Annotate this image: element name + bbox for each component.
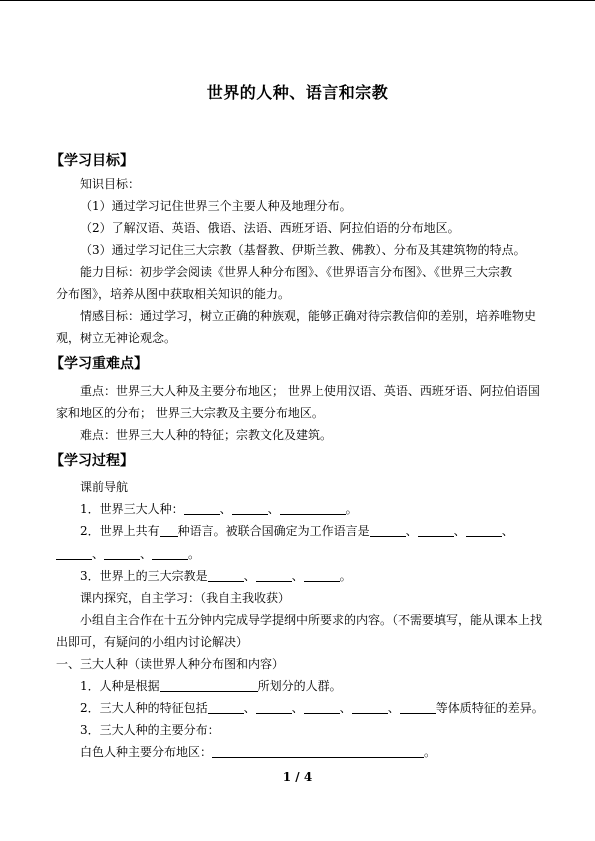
question-1-prefix: 1．世界三大人种：: [80, 502, 184, 516]
item-1-suffix: 所划分的人群。: [257, 679, 342, 693]
answer-blank[interactable]: [304, 569, 340, 582]
period: 。: [339, 569, 352, 583]
part-1-item-2: [80, 701, 544, 715]
question-3: [80, 569, 352, 583]
emotion-goal-line-1: 情感目标：通过学习，树立正确的种族观，能够正确对待宗教信仰的差别，培养唯物史: [80, 309, 537, 323]
key-point-line-2: 家和地区的分布； 世界三大宗教及主要分布地区。: [56, 406, 324, 420]
page-number: 1 / 4: [282, 770, 313, 784]
separator: 、: [387, 701, 400, 715]
key-point-line-1: 重点：世界三大人种及主要分布地区； 世界上使用汉语、英语、西班牙语、阿拉伯语国: [80, 384, 540, 398]
white-race-distribution: [80, 745, 436, 759]
knowledge-item-1: （1）通过学习记住世界三个主要人种及地理分布。: [80, 199, 352, 213]
knowledge-label: 知识目标：: [80, 177, 141, 191]
period: 。: [188, 547, 201, 561]
section-heading-process: 【学习过程】: [50, 453, 134, 469]
answer-blank[interactable]: [160, 679, 258, 692]
separator: 、: [92, 547, 105, 561]
answer-blank[interactable]: [418, 524, 454, 537]
section-heading-key-points: 【学习重难点】: [50, 356, 148, 372]
answer-blank[interactable]: [208, 701, 244, 714]
answer-blank[interactable]: [352, 701, 388, 714]
separator: 、: [453, 524, 466, 538]
preview-label: 课前导航: [80, 480, 129, 494]
question-2-prefix: 2．世界上共有: [80, 524, 160, 538]
answer-blank[interactable]: [304, 701, 340, 714]
inclass-inquiry: 课内探究，自主学习：（我自主我收获）: [80, 591, 291, 605]
group-work-line-2: 出即可，有疑问的小组内讨论解决）: [56, 635, 249, 649]
ability-goal-line-1: 能力目标：初步学会阅读《世界人种分布图》、《世界语言分布图》、《世界三大宗教: [80, 265, 513, 279]
answer-blank[interactable]: [104, 547, 140, 560]
answer-blank[interactable]: [208, 569, 244, 582]
answer-blank[interactable]: [232, 502, 268, 515]
document-title: 世界的人种、语言和宗教: [206, 83, 389, 102]
answer-blank[interactable]: [370, 524, 406, 537]
answer-blank[interactable]: [280, 502, 346, 515]
answer-blank[interactable]: [56, 547, 92, 560]
answer-blank[interactable]: [400, 701, 436, 714]
question-3-prefix: 3．世界上的三大宗教是: [80, 569, 208, 583]
period: 。: [424, 745, 437, 759]
separator: 、: [219, 502, 232, 516]
separator: 、: [291, 569, 304, 583]
separator: 、: [140, 547, 153, 561]
item-1-prefix: 1．人种是根据: [80, 679, 160, 693]
ability-goal-line-2: 分布图》，培养从图中获取相关知识的能力。: [56, 287, 291, 301]
answer-blank[interactable]: [184, 502, 220, 515]
question-1: [80, 502, 358, 516]
separator: 、: [339, 701, 352, 715]
part-1-item-3: 3．三大人种的主要分布：: [80, 723, 220, 737]
answer-blank[interactable]: [212, 745, 424, 758]
item-2-prefix: 2．三大人种的特征包括: [80, 701, 208, 715]
difficult-point: 难点：世界三大人种的特征；宗教文化及建筑。: [80, 428, 333, 442]
separator: 、: [243, 569, 256, 583]
separator: 、: [243, 701, 256, 715]
section-heading-goals: 【学习目标】: [50, 153, 134, 169]
knowledge-item-3: （3）通过学习记住三大宗教（基督教、伊斯兰教、佛教）、分布及其建筑物的特点。: [80, 243, 526, 257]
item-2-suffix: 等体质特征的差异。: [435, 701, 544, 715]
answer-blank[interactable]: [160, 524, 178, 537]
period: 。: [345, 502, 358, 516]
answer-blank[interactable]: [466, 524, 502, 537]
emotion-goal-line-2: 观，树立无神论观念。: [56, 331, 177, 345]
question-2-text: 种语言。被联合国确定为工作语言是: [177, 524, 370, 538]
separator: 、: [291, 701, 304, 715]
question-2-line-1: [80, 524, 514, 538]
separator: 、: [501, 524, 514, 538]
knowledge-item-2: （2）了解汉语、英语、俄语、法语、西班牙语、阿拉伯语的分布地区。: [80, 221, 460, 235]
answer-blank[interactable]: [152, 547, 188, 560]
part-1-heading: 一、三大人种（读世界人种分布图和内容）: [56, 657, 285, 671]
white-race-label: 白色人种主要分布地区：: [80, 745, 213, 759]
separator: 、: [405, 524, 418, 538]
answer-blank[interactable]: [256, 569, 292, 582]
answer-blank[interactable]: [256, 701, 292, 714]
question-2-line-2: [56, 547, 200, 561]
separator: 、: [267, 502, 280, 516]
part-1-item-1: [80, 679, 342, 693]
group-work-line-1: 小组自主合作在十五分钟内完成导学提纲中所要求的内容。（不需要填写，能从课本上找: [80, 613, 543, 627]
